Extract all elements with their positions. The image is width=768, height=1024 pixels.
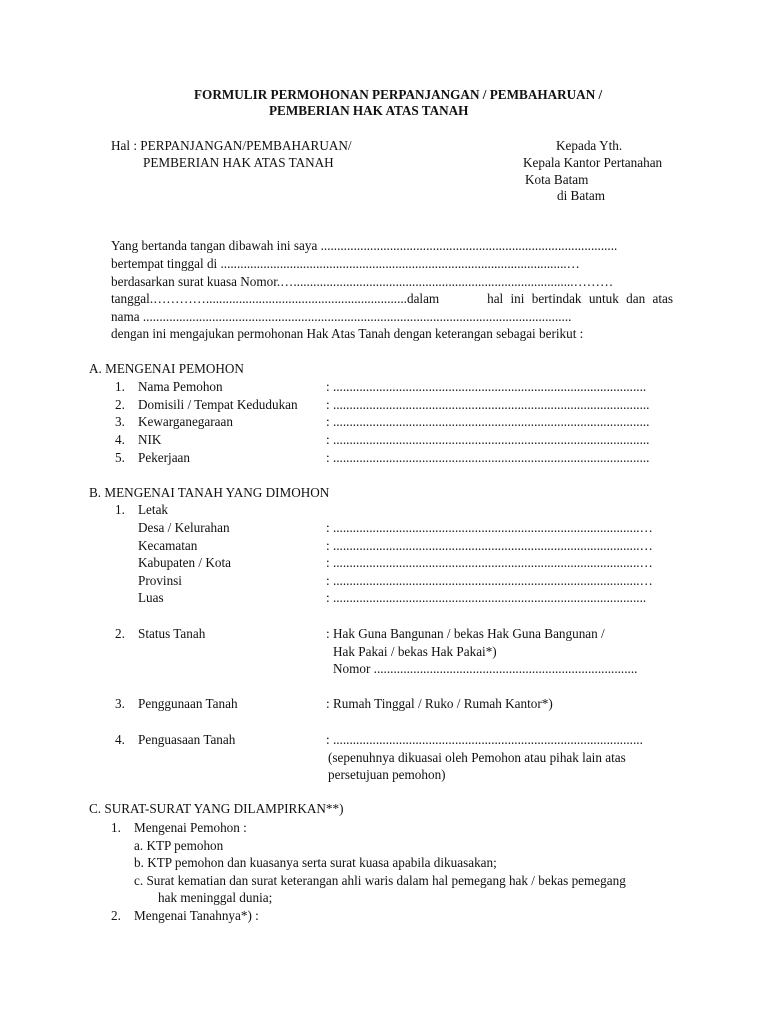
hal-line1: Hal : PERPANJANGAN/PEMBAHARUAN/ bbox=[111, 138, 352, 153]
letak-num: 1. bbox=[115, 502, 125, 517]
intro-power-of-attorney-line: berdasarkan surat kuasa Nomor.….....................................................................................……… bbox=[111, 274, 614, 289]
status-label: Status Tanah bbox=[138, 626, 206, 641]
penggunaan-num: 3. bbox=[115, 696, 125, 711]
section-a-item-num: 1. bbox=[115, 379, 125, 394]
c-item1-num: 1. bbox=[111, 820, 121, 835]
hal-line2: PEMBERIAN HAK ATAS TANAH bbox=[143, 155, 334, 170]
section-a-item-value: : ................................................................................................ bbox=[326, 432, 650, 447]
section-a-item-num: 5. bbox=[115, 450, 125, 465]
letak-row-label: Desa / Kelurahan bbox=[138, 520, 230, 535]
intro-name-line: Yang bertanda tangan dibawah ini saya .......................................................................................... bbox=[111, 238, 618, 253]
c-item2-label: Mengenai Tanahnya*) : bbox=[134, 908, 259, 923]
c-item1-label: Mengenai Pemohon : bbox=[134, 820, 247, 835]
letak-row-value: : .............................................................................................… bbox=[326, 555, 653, 570]
c-item1-c2: hak meninggal dunia; bbox=[158, 890, 273, 905]
letak-label: Letak bbox=[138, 502, 169, 517]
section-a-item-label: Domisili / Tempat Kedudukan bbox=[138, 397, 298, 412]
letak-row-label: Provinsi bbox=[138, 573, 182, 588]
c-item2-num: 2. bbox=[111, 908, 121, 923]
intro-date-right: hal ini bertindak untuk dan atas bbox=[487, 291, 673, 306]
section-a-item-label: Pekerjaan bbox=[138, 450, 190, 465]
form-title-line1: FORMULIR PERMOHONAN PERPANJANGAN / PEMBAHARUAN / bbox=[194, 87, 603, 102]
section-a-item-value: : ................................................................................................ bbox=[326, 450, 650, 465]
c-item1-a: a. KTP pemohon bbox=[134, 838, 224, 853]
section-a-item-label: Kewarganegaraan bbox=[138, 414, 233, 429]
status-num: 2. bbox=[115, 626, 125, 641]
section-a-item-value: : ............................................................................................... bbox=[326, 379, 647, 394]
letak-row-value: : .............................................................................................… bbox=[326, 520, 653, 535]
intro-date-line bbox=[111, 291, 673, 307]
form-title-line2: PEMBERIAN HAK ATAS TANAH bbox=[269, 103, 469, 118]
section-a-item-value: : ................................................................................................ bbox=[326, 414, 650, 429]
c-item1-c1: c. Surat kematian dan surat keterangan ahli waris dalam hal pemegang hak / bekas pemegang bbox=[134, 873, 626, 888]
section-a-item-num: 4. bbox=[115, 432, 125, 447]
section-a-item-value: : ................................................................................................ bbox=[326, 397, 650, 412]
penguasaan-line3: persetujuan pemohon) bbox=[328, 767, 446, 782]
penguasaan-line2: (sepenuhnya dikuasai oleh Pemohon atau pihak lain atas bbox=[328, 750, 626, 765]
section-a-heading: A. MENGENAI PEMOHON bbox=[89, 361, 244, 376]
addressee-line1: Kepada Yth. bbox=[556, 138, 623, 153]
penggunaan-label: Penggunaan Tanah bbox=[138, 696, 238, 711]
section-c-heading: C. SURAT-SURAT YANG DILAMPIRKAN**) bbox=[89, 801, 344, 816]
letak-row-value: : .............................................................................................… bbox=[326, 573, 653, 588]
section-a-item-label: Nama Pemohon bbox=[138, 379, 223, 394]
status-line1: : Hak Guna Bangunan / bekas Hak Guna Bangunan / bbox=[326, 626, 605, 641]
addressee-line4: di Batam bbox=[557, 188, 605, 203]
c-item1-b: b. KTP pemohon dan kuasanya serta surat kuasa apabila dikuasakan; bbox=[134, 855, 497, 870]
section-a-item-num: 2. bbox=[115, 397, 125, 412]
penggunaan-value: : Rumah Tinggal / Ruko / Rumah Kantor*) bbox=[326, 696, 553, 711]
intro-address-line: bertempat tinggal di .........................................................................................................… bbox=[111, 256, 580, 271]
letak-row-value: : .............................................................................................… bbox=[326, 538, 653, 553]
intro-on-behalf-line: nama .................................................................................................................................. bbox=[111, 309, 572, 324]
section-b-heading: B. MENGENAI TANAH YANG DIMOHON bbox=[89, 485, 330, 500]
letak-row-label: Luas bbox=[138, 590, 164, 605]
penguasaan-label: Penguasaan Tanah bbox=[138, 732, 236, 747]
intro-statement-line: dengan ini mengajukan permohonan Hak Atas Tanah dengan keterangan sebagai berikut : bbox=[111, 326, 584, 341]
penguasaan-line1: : .............................................................................................. bbox=[326, 732, 643, 747]
status-number-line: Nomor ................................................................................ bbox=[333, 661, 638, 676]
status-line2: Hak Pakai / bekas Hak Pakai*) bbox=[333, 644, 497, 659]
section-a-item-num: 3. bbox=[115, 414, 125, 429]
addressee-line3: Kota Batam bbox=[525, 172, 589, 187]
intro-date-left: tanggal.………….............................................................dalam bbox=[111, 291, 440, 306]
penguasaan-num: 4. bbox=[115, 732, 125, 747]
section-a-item-label: NIK bbox=[138, 432, 162, 447]
addressee-line2: Kepala Kantor Pertanahan bbox=[523, 155, 663, 170]
letak-row-label: Kabupaten / Kota bbox=[138, 555, 232, 570]
letak-row-label: Kecamatan bbox=[138, 538, 198, 553]
letak-row-value: : ............................................................................................... bbox=[326, 590, 647, 605]
